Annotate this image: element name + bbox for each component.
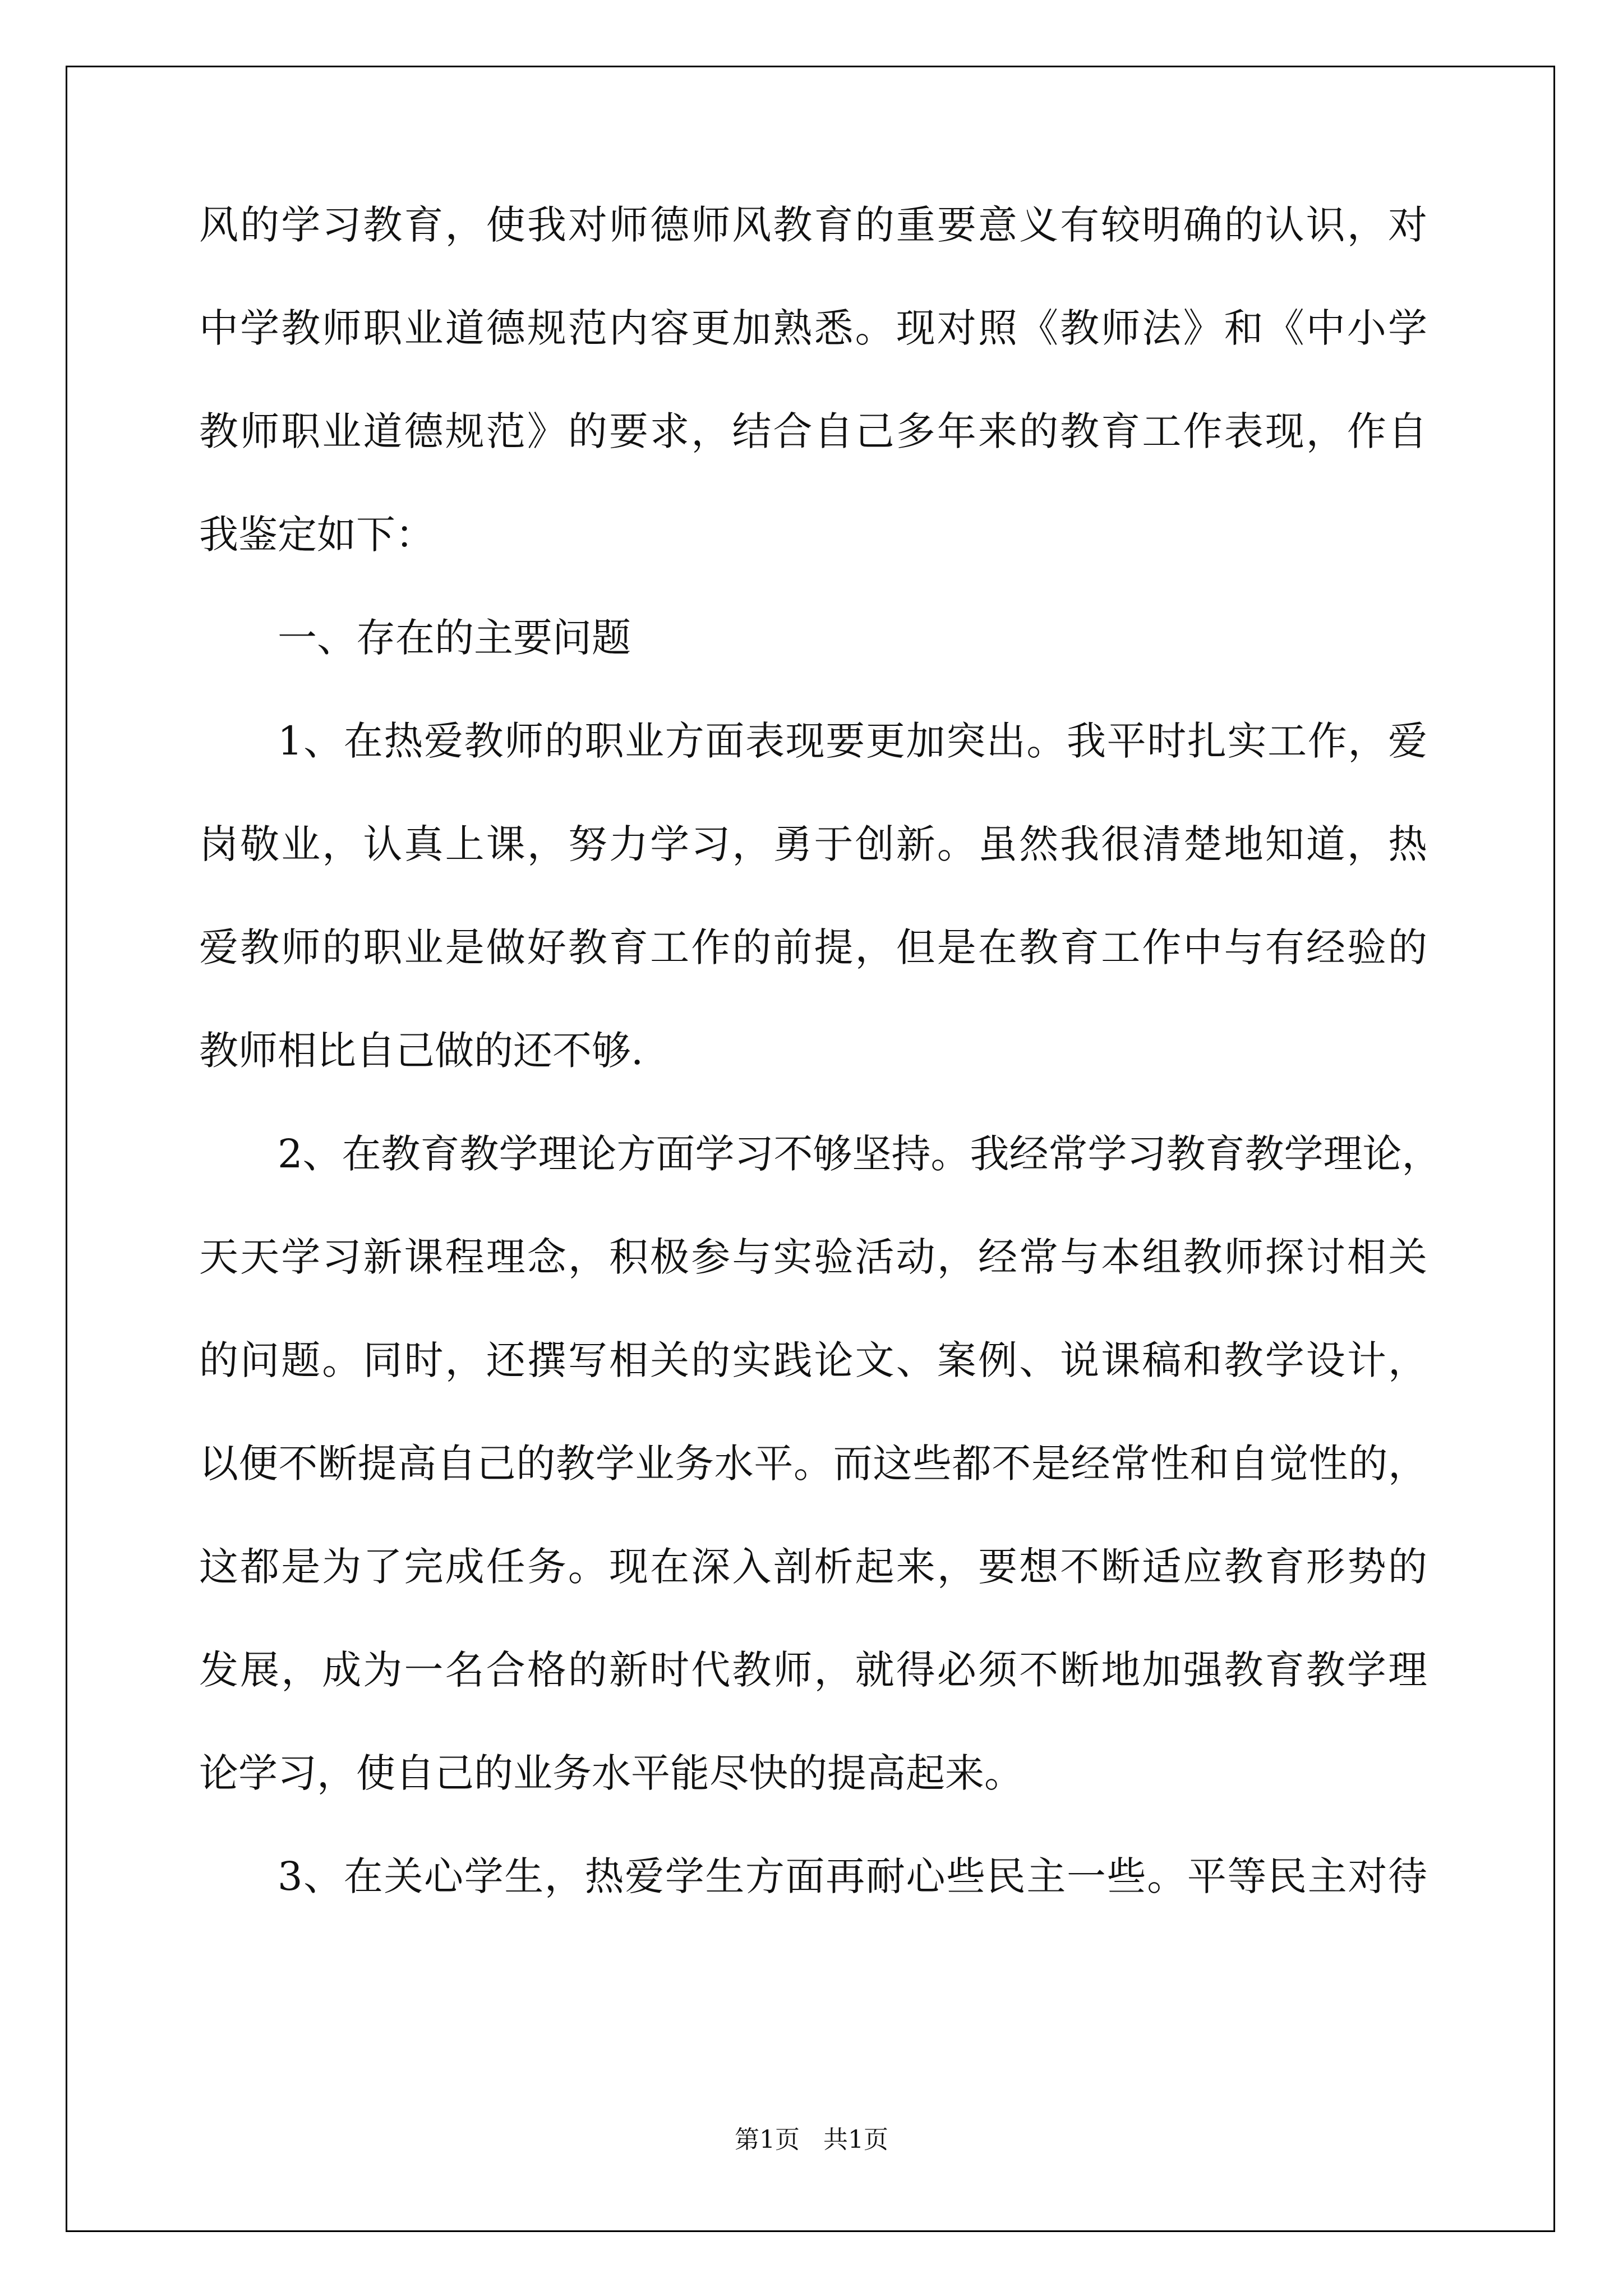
text-line: 岗敬业，认真上课，努力学习，勇于创新。虽然我很清楚地知道，热 — [199, 821, 1427, 867]
text-line: 3、在关心学生，热爱学生方面再耐心些民主一些。平等民主对待 — [278, 1853, 1427, 1899]
text-line: 爱教师的职业是做好教育工作的前提，但是在教育工作中与有经验的 — [199, 924, 1427, 970]
text-line: 我鉴定如下： — [199, 512, 435, 558]
text-line: 2、在教育教学理论方面学习不够坚持。我经常学习教育教学理论， — [278, 1131, 1441, 1177]
text-line: 论学习，使自己的业务水平能尽快的提高起来。 — [199, 1750, 1023, 1796]
document-body — [199, 202, 1441, 1958]
page-footer: 第1页 共1页 — [735, 2125, 888, 2154]
text-line: 教师相比自己做的还不够. — [199, 1028, 644, 1074]
text-line: 以便不断提高自己的教学业务水平。而这些都不是经常性和自觉性的， — [199, 1441, 1427, 1487]
text-line: 风的学习教育，使我对师德师风教育的重要意义有较明确的认识，对 — [199, 202, 1427, 248]
text-line: 这都是为了完成任务。现在深入剖析起来，要想不断适应教育形势的 — [199, 1544, 1427, 1590]
text-line: 中学教师职业道德规范内容更加熟悉。现对照《教师法》和《中小学 — [199, 305, 1427, 351]
text-line: 1、在热爱教师的职业方面表现要更加突出。我平时扎实工作，爱 — [278, 718, 1427, 764]
text-line: 教师职业道德规范》的要求，结合自己多年来的教育工作表现，作自 — [199, 408, 1427, 454]
text-line: 的问题。同时，还撰写相关的实践论文、案例、说课稿和教学设计， — [199, 1337, 1427, 1383]
section-heading: 一、存在的主要问题 — [278, 615, 631, 661]
text-line: 发展，成为一名合格的新时代教师，就得必须不断地加强教育教学理 — [199, 1647, 1427, 1693]
text-line: 天天学习新课程理念，积极参与实验活动，经常与本组教师探讨相关 — [199, 1234, 1427, 1280]
